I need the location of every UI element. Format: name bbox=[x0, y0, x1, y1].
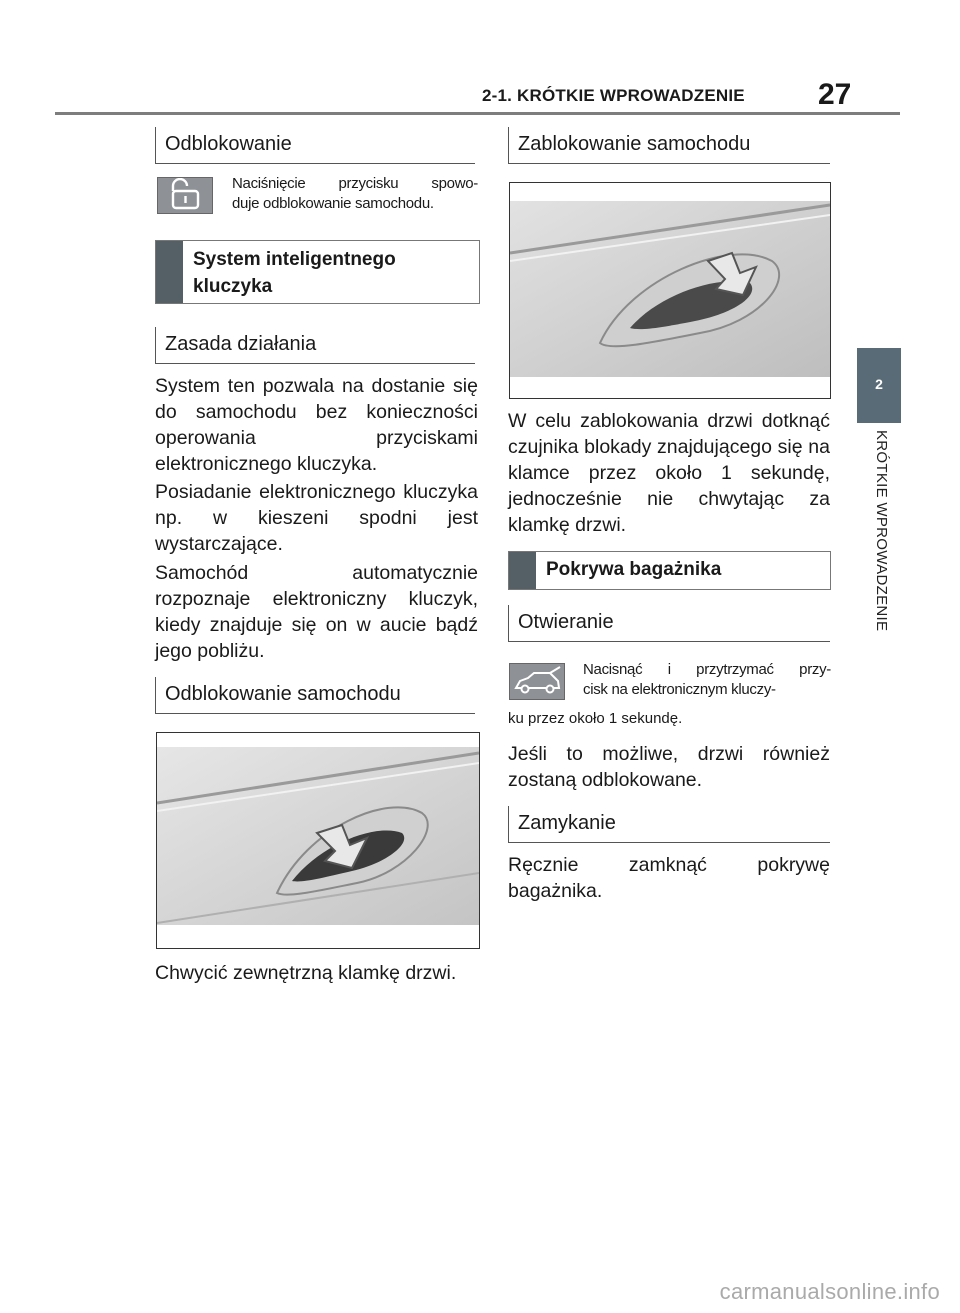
chapter-number: 2 bbox=[875, 376, 883, 392]
heading-odblokowanie bbox=[155, 127, 475, 164]
heading-odblokowanie-label: Odblokowanie bbox=[165, 133, 292, 155]
unlock-line-1: Naciśnięcie przycisku spowo- bbox=[232, 175, 478, 192]
paragraph-close: Ręcznie zamknąć pokrywę bagażnika. bbox=[508, 854, 830, 902]
header-divider bbox=[55, 112, 900, 115]
unlock-line-2: duje odblokowanie samochodu. bbox=[232, 195, 434, 212]
paragraph-samochod: Samochód automatycznie rozpoznaje elektroniczny kluczyk, kiedy znajduje się on w aucie bądź jego pobliżu. bbox=[155, 562, 478, 662]
heading-open-label: Otwieranie bbox=[518, 611, 614, 633]
heading-close-label: Zamykanie bbox=[518, 812, 616, 834]
paragraph-open-doors: Jeśli to możliwe, drzwi również zostaną odblokowane. bbox=[508, 743, 830, 791]
door-handle-grab-illustration bbox=[156, 732, 480, 949]
heading-zablokowanie-samochodu bbox=[508, 127, 830, 164]
heading-otwieranie bbox=[508, 605, 830, 642]
running-header-title: 2-1. KRÓTKIE WPROWADZENIE bbox=[482, 86, 745, 105]
paragraph-system: System ten pozwala na dostanie się do samochodu bez konieczności operowania przyciskami elektronicznego kluczyka. bbox=[155, 375, 478, 475]
unlock-description bbox=[232, 174, 478, 214]
heading-lock-label: Zablokowanie samochodu bbox=[518, 133, 751, 155]
heading-trunk-label: Pokrywa bagażnika bbox=[546, 559, 722, 580]
footer-watermark: carmanualsonline.info bbox=[719, 1279, 940, 1304]
heading-principle-label: Zasada działania bbox=[165, 333, 317, 355]
caption-grab-handle: Chwycić zewnętrzną klamkę drzwi. bbox=[155, 962, 457, 984]
open-line-2: cisk na elektronicznym kluczy- bbox=[583, 681, 776, 698]
heading-bar bbox=[509, 552, 536, 589]
chapter-title-vertical: KRÓTKIE WPROWADZENIE bbox=[873, 430, 890, 632]
heading-odblokowanie-samochodu bbox=[155, 677, 475, 714]
heading-zamykanie bbox=[508, 806, 830, 843]
heading-unlock-car-label: Odblokowanie samochodu bbox=[165, 683, 401, 705]
open-line-3: ku przez około 1 sekundę. bbox=[508, 710, 683, 727]
page-number: 27 bbox=[818, 78, 852, 111]
open-description-top bbox=[583, 660, 831, 700]
open-line-1: Nacisnąć i przytrzymać przy- bbox=[583, 661, 831, 678]
heading-bar bbox=[156, 241, 183, 303]
heading-system-inteligentnego-kluczyka bbox=[155, 240, 480, 304]
paragraph-posiadanie: Posiadanie elektronicznego kluczyka np. w kieszeni spodni jest wystarczające. bbox=[155, 481, 478, 555]
paragraph-lock: W celu zablokowania drzwi dotknąć czujnika blokady znajdującego się na klamce przez około 1 sekundę, jednocześnie nie chwytając za klamkę drzwi. bbox=[508, 410, 830, 536]
door-handle-lock-illustration bbox=[509, 182, 831, 399]
heading-pokrywa-bagaznika bbox=[508, 551, 831, 590]
trunk-open-icon bbox=[509, 663, 565, 700]
heading-smart-key-label: System inteligentnego kluczyka bbox=[193, 249, 396, 297]
heading-zasada-dzialania bbox=[155, 327, 475, 364]
unlock-icon bbox=[157, 177, 213, 214]
